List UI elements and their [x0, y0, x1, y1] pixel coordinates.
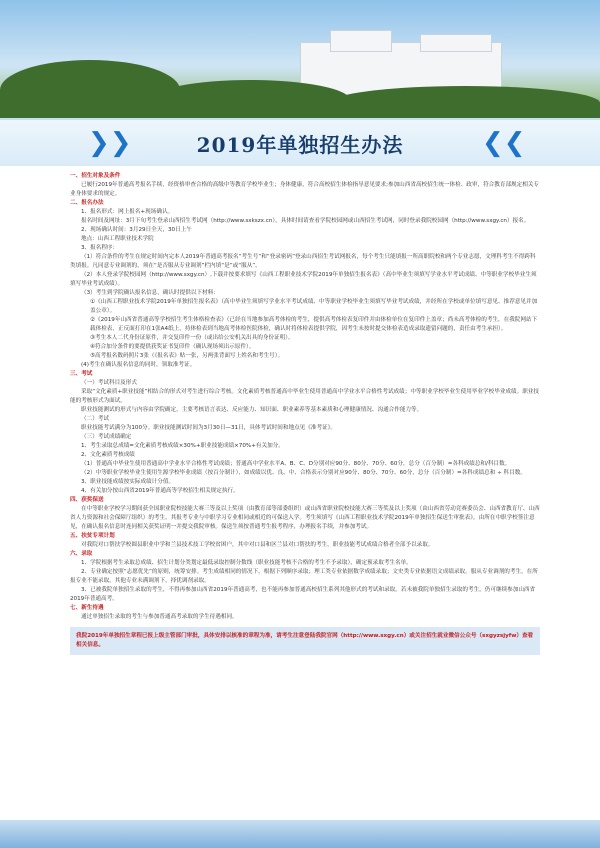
- section-paragraph: 1、学院根据考生录取总成绩、招生计划分类划定最低录取控制分数线（职业技能考核不合格的考生不予录取），确定预录取考生名单。: [81, 560, 412, 566]
- section-paragraph: （2）中等职业学校毕业生使用生源学校毕业成绩（按百分制计），如成绩以优、良、中、合格表示分别对应90分、80分、70分、60分，总分（百分制）=各科成绩总和 ÷ 科目数。: [81, 470, 526, 476]
- section-paragraph: 通过单独招生录取的考生与参加普通高考录取的学生待遇相同。: [81, 614, 238, 620]
- section-heading: 一、招生对象及条件: [70, 173, 121, 179]
- section-paragraph: （3）考生到学院确认报名信息，确认时提供以下材料：: [81, 290, 219, 296]
- section-paragraph: 已履行2019年普通高考报名手续，经资格审查合格的高级中等教育学校毕业生；身体健康，符合高校招生体检指导意见要求;参加山西省高校招生统一体检、政审，符合教育部规定相关专业身体要求的规定。: [70, 182, 540, 197]
- section-paragraph: ⑤高考报名数码照片3张（《报名表》贴一张，另两张背面写上姓名和考生号）。: [90, 353, 284, 359]
- footer-band: [0, 820, 600, 848]
- campus-banner-image: [0, 0, 600, 120]
- section-paragraph: 职业技能考试满分为100分。职业技能测试时间为3月30日—31日，具体考试时间和地点见《准考证》。: [81, 425, 337, 431]
- section-heading: 三、考试: [70, 371, 93, 377]
- section-paragraph: （1）符合条件的考生在规定时间内完本人2019年普通高考报名“考生号”和“登录密码”登录山西招生考试网报名，每个考生只能填报一所高职院校和两个专业志愿，文理科考生不得跨科类填报。凡同意专业调剂的，须在“是否服从专业调剂”栏内填“是”或“服从”。: [70, 254, 536, 269]
- section-heading: 四、获奖保送: [70, 497, 104, 503]
- section-heading: 五、扶贫专项计划: [70, 533, 115, 539]
- section-paragraph: ③考生本人二代身份证原件，并交复印件一份（或出给公安机关出具的身份证明）。: [90, 335, 294, 341]
- section-heading: 二、报名办法: [70, 200, 104, 206]
- page-title: 2019年单独招生办法: [196, 133, 404, 157]
- section-paragraph: 报名时间及网址：3月下旬考生登录山西招生考试网（http://www.sxkszx.cn），具体时间请查看学院校园网或山西招生考试网，同时登录我院校园网（http://www.sxgy.cn）报名。: [81, 218, 530, 224]
- section-paragraph: 在中等职业学校学习期间获全国职业院校技能大赛三等及以上奖项（由教育部等部委组织）或山西省职业院校技能大赛三等奖及以上奖项（由山西省劳动竞赛委员会、山西省教育厅、山西省人力资源和社会保障厅组织）的考生，其报考专业与中职学习专业相同或相近的可保送入学。考生须填写《山西工程职业技术学院2019年单独招生保送生审批表》，由所在中职学校签注意见，在确认报名信息时连同相关获奖证明一并提交我院审核。保送生须按普通考生报考程序，办理报名手续，并参加考试。: [70, 506, 540, 530]
- chevron-left-icon: ❮❮: [482, 128, 526, 158]
- section-paragraph: 2、现场确认时间：3月29日全天，30日上午: [81, 227, 192, 233]
- section-paragraph: (4)考生在确认报名信息的同时，领取准考证。: [81, 362, 196, 368]
- section-paragraph: （2）本人登录学院校园网（http://www.sxgy.cn）,下载并按要求填写《山西工程职业技术学院2019年单独招生报名表》（高中毕业生须填写学业水平考试成绩、中等职业学校毕业生须填写毕业考试成绩）。: [70, 272, 537, 287]
- section-paragraph: ④符合加分条件的要提供获奖证书复印件（确认现场须出示原件）。: [90, 344, 255, 350]
- section-paragraph: 3、报名程序：: [81, 245, 119, 251]
- section-paragraph: 2、专业确定按照“志愿优先”的原则，统筹安排。考生成绩相同的情况下，根据下列顺序录取；理工类专业依据数学成绩录取；文史类专业依据语文成绩录取。服从专业调剂的考生，在所报专业不能录取，其他专业未满调剂下，择优调剂录取。: [70, 569, 538, 584]
- section-paragraph: （三）考试成绩确定: [81, 434, 132, 440]
- section-paragraph: 3、职业技能成绩按实际成绩计分值。: [81, 479, 175, 485]
- section-paragraph: 职业技能测试的形式与内容由学院确定，主要考核语言表达、反应能力、知识面、职业素养等基本素质和心理健康情况、沟通合作能力等。: [81, 407, 423, 413]
- section-paragraph: （二）考试: [81, 416, 109, 422]
- section-paragraph: （1）普通高中毕业生使用普通高中学业水平合格性考试成绩；普通高中学业水平A、B、C、D分别对应90分、80分、70分、60分，总分（百分制）=各科成绩总和/科目数。: [81, 461, 511, 467]
- section-paragraph: 2、文化素质考核成绩: [81, 452, 135, 458]
- section-paragraph: 1、考生录取总成绩=文化素质考核成绩×30%+职业技能成绩×70%+有关加分。: [81, 443, 284, 449]
- section-heading: 七、新生待遇: [70, 605, 104, 611]
- section-heading: 六、录取: [70, 551, 93, 557]
- section-paragraph: ②《2019年山西省普通高等学校招生考生体格检查表》（已经在当地参加高考体检的考生，提供高考体检表复印件并由体检单位在复印件上盖章；尚未高考体检的考生，在我院网站下载体检表，正反面打印在1张A4纸上，持体检表到当地高考体检医院体检，确认时将体检表提供学院，因考生未按时提交体检表造成录取遗留问题的，责任由考生承担）。: [90, 317, 538, 332]
- section-paragraph: 3、已被我院单独招生录取的考生，不得再参加山西省2019年普通高考，也不能再参加普通高校招生系列其他形式的考试和录取。若未被我院单独招生录取的考生，仍可继续参加山西省2019年普通高考。: [70, 587, 536, 602]
- tree-icon: [150, 80, 350, 120]
- tree-icon: [330, 86, 600, 120]
- section-paragraph: 采取“文化素质+职业技能”相结合的形式对考生进行综合考核。文化素质考核普通高中毕业生使用普通高中学业水平合格性考试成绩；中等职业学校毕业生使用毕业学校毕业成绩。职业技能的考核形式为面试。: [70, 389, 539, 404]
- chevron-right-icon: ❯❯: [88, 128, 132, 158]
- section-paragraph: 4、有关加分按山西省2019年普通高等学校招生相关规定执行。: [81, 488, 239, 494]
- notice-box: 我院2019年单独招生章程已报上级主管部门审批，具体安排以核准的章程为准，请考生注意登陆我院官网（http://www.sxgy.cn）或关注招生就业微信公众号（sxgyzsjyfw）查看相关信息。: [70, 627, 540, 655]
- campus-building-top: [330, 30, 392, 52]
- section-paragraph: 1、报名形式：网上报名+现场确认。: [81, 209, 174, 215]
- document-body: [70, 172, 540, 655]
- campus-building-top: [420, 34, 492, 52]
- section-paragraph: 对我院对口帮扶学校圆县职业中学和兰县技术技工学校贫困户，其中对口县和区兰县对口帮扶的考生，职业技能考试成绩合格者全部予以录取。: [81, 542, 434, 548]
- section-paragraph: 地点：山西工程职业技术学院: [81, 236, 154, 242]
- title-bar: [0, 118, 600, 166]
- section-paragraph: ①《山西工程职业技术学院2019年单独招生报名表》（高中毕业生须填写学业水平考试成绩、中等职业学校毕业生须填写毕业考试成绩，并经所在学校或单位填写意见、推荐意见并加盖公章）。: [90, 299, 538, 314]
- section-paragraph: （一）考试科目及形式: [81, 380, 137, 386]
